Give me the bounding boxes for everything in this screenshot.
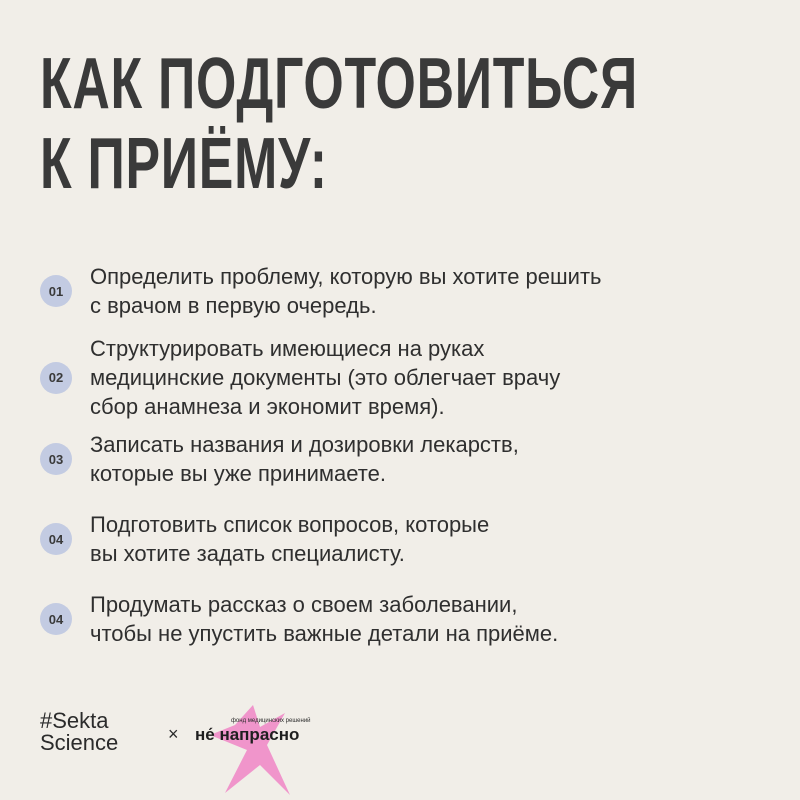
step-text xyxy=(90,510,489,568)
step-text xyxy=(90,590,558,648)
step-text xyxy=(90,262,602,320)
logo-line-2: Science xyxy=(40,730,119,755)
logo-line-1: #Sekta xyxy=(40,708,109,733)
sekta-science-logo xyxy=(40,710,118,754)
partner-name: не́ напрасно xyxy=(195,725,300,744)
step-item xyxy=(40,334,760,421)
page-title xyxy=(40,44,638,204)
step-number-badge: 01 xyxy=(40,275,72,307)
step-text-line: медицинские документы (это облегчает врачу xyxy=(90,365,561,390)
title-line-2: К ПРИЁМУ: xyxy=(40,124,328,204)
step-text-line: вы хотите задать специалисту. xyxy=(90,541,405,566)
footer xyxy=(40,700,440,800)
partner-subtitle: фонд медицинских решений xyxy=(231,718,311,724)
step-item xyxy=(40,430,760,488)
step-text-line: Структурировать имеющиеся на руках xyxy=(90,336,485,361)
step-text-line: Продумать рассказ о своем заболевании, xyxy=(90,592,518,617)
step-text-line: чтобы не упустить важные детали на приёме. xyxy=(90,621,559,646)
separator: × xyxy=(168,724,179,744)
step-text xyxy=(90,430,519,488)
step-text-line: Записать названия и дозировки лекарств, xyxy=(90,432,519,457)
step-text-line: сбор анамнеза и экономит время). xyxy=(90,394,445,419)
step-text-line: с врачом в первую очередь. xyxy=(90,293,377,318)
step-text-line: которые вы уже принимаете. xyxy=(90,461,386,486)
title-line-1: КАК ПОДГОТОВИТЬСЯ xyxy=(40,44,638,124)
step-text-line: Подготовить список вопросов, которые xyxy=(90,512,490,537)
step-number-badge: 02 xyxy=(40,362,72,394)
step-number-badge: 03 xyxy=(40,443,72,475)
step-text-line: Определить проблему, которую вы хотите решить xyxy=(90,264,602,289)
step-text xyxy=(90,334,560,421)
step-item xyxy=(40,590,760,648)
partner-logo xyxy=(195,705,335,800)
step-item xyxy=(40,262,760,320)
step-number-badge: 04 xyxy=(40,523,72,555)
step-item xyxy=(40,510,760,568)
step-number-badge: 04 xyxy=(40,603,72,635)
